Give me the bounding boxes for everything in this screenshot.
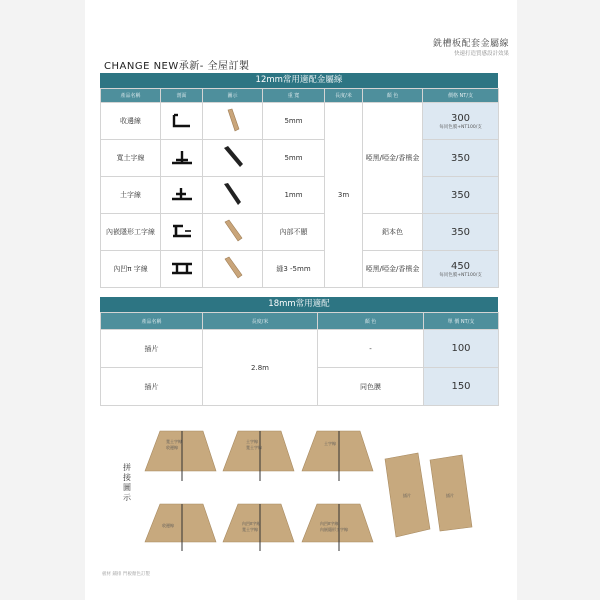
panel-label: 內嵌隱形工字線 — [320, 527, 348, 532]
t-profile-icon — [161, 177, 203, 214]
table-header-row — [101, 89, 499, 103]
panel-label: 內凹π字線 — [242, 521, 261, 526]
col-header: 單 價 NT/支 — [424, 313, 499, 330]
price-cell — [424, 330, 499, 368]
panel-label: 收邊線 — [166, 445, 178, 450]
width-value: 縫3 -5mm — [263, 251, 325, 288]
width-value: 5mm — [263, 103, 325, 140]
assembly-diagram — [100, 409, 498, 565]
panel-label: 寬土字線 — [242, 527, 258, 532]
section2-table — [100, 312, 499, 406]
col-header: 顏 色 — [363, 89, 423, 103]
price-value: 350 — [450, 152, 471, 164]
wide-t-profile-icon — [161, 140, 203, 177]
brand-heading: CHANGE NEW承新- 全屋訂製 — [104, 61, 250, 72]
length-value: 3m — [325, 103, 363, 288]
panel-label: 收邊線 — [162, 523, 174, 528]
panel-illustrations — [100, 409, 498, 565]
panel-label: 插片 — [446, 493, 454, 498]
price-value: 350 — [450, 226, 471, 238]
price-value: 350 — [450, 189, 471, 201]
wood-rod-icon — [203, 251, 263, 288]
table-row — [101, 330, 499, 368]
col-header: 重 寬 — [263, 89, 325, 103]
page-subtitle: 快速打造質感設計效果 — [453, 51, 509, 57]
col-header: 剖面 — [161, 89, 203, 103]
panel-label: 土字線 — [324, 441, 336, 446]
price-value: 150 — [451, 381, 471, 392]
color-value: - — [318, 330, 424, 368]
price-cell — [423, 103, 499, 140]
page-footer: 板材 鋪排 門板顏色訂製 — [102, 572, 150, 577]
pi-profile-icon — [161, 251, 203, 288]
black-rod-icon — [203, 140, 263, 177]
product-name: 內嵌隱形工字線 — [101, 214, 161, 251]
section2-banner: 18mm常用適配 — [100, 297, 498, 312]
price-cell — [423, 140, 499, 177]
panel-label: 寬土字線 — [166, 439, 182, 444]
col-header: 產品名稱 — [101, 313, 203, 330]
col-header: 價格 NT/支 — [423, 89, 499, 103]
section1-banner: 12mm常用適配金屬線 — [100, 73, 498, 88]
table-row — [101, 103, 499, 140]
table-header-row — [101, 313, 499, 330]
catalog-page — [85, 0, 517, 600]
price-cell — [423, 251, 499, 288]
product-name: 收邊線 — [101, 103, 161, 140]
width-value: 內部不顯 — [263, 214, 325, 251]
side-char: 圖 — [123, 483, 131, 492]
price-value: 450 — [450, 260, 471, 272]
price-cell — [423, 214, 499, 251]
i-profile-icon — [161, 214, 203, 251]
product-name: 插片 — [101, 368, 203, 406]
col-header: 圖示 — [203, 89, 263, 103]
table-row — [101, 140, 499, 177]
black-rod-icon — [203, 177, 263, 214]
panel-label: 土字線 — [246, 439, 258, 444]
price-cell — [423, 177, 499, 214]
panel-label: 插片 — [403, 493, 411, 498]
color-value: 啞黑/啞金/香檳金 — [363, 103, 423, 214]
l-profile-icon — [161, 103, 203, 140]
panel-label: 寬土字線 — [246, 445, 262, 450]
side-char: 拼 — [123, 463, 131, 472]
panel-label: 內凹π字線 — [320, 521, 339, 526]
table-row — [101, 214, 499, 251]
col-header: 顏 色 — [318, 313, 424, 330]
page-title: 銑槽板配套金屬線 — [432, 39, 509, 49]
price-value: 300 — [450, 112, 471, 124]
color-value: 同色膜 — [318, 368, 424, 406]
price-value: 100 — [451, 343, 471, 354]
width-value: 1mm — [263, 177, 325, 214]
product-name: 土字線 — [101, 177, 161, 214]
col-header: 長度/米 — [203, 313, 318, 330]
price-cell — [424, 368, 499, 406]
col-header: 產品名稱 — [101, 89, 161, 103]
color-value: 啞黑/啞金/香檳金 — [363, 251, 423, 288]
side-char: 示 — [123, 493, 131, 502]
table-row — [101, 177, 499, 214]
width-value: 5mm — [263, 140, 325, 177]
price-note: 每同色膜+NT100/支 — [439, 272, 482, 278]
side-char: 接 — [123, 473, 131, 482]
length-value: 2.8m — [203, 330, 318, 406]
product-name: 內凹π 字線 — [101, 251, 161, 288]
color-value: 鋁本色 — [363, 214, 423, 251]
section1-table — [100, 88, 499, 288]
wood-rod-icon — [203, 214, 263, 251]
col-header: 長度/米 — [325, 89, 363, 103]
price-note: 每同色膜+NT100/支 — [439, 124, 482, 130]
table-row — [101, 251, 499, 288]
product-name: 寬土字線 — [101, 140, 161, 177]
product-name: 插片 — [101, 330, 203, 368]
wood-rod-icon — [203, 103, 263, 140]
